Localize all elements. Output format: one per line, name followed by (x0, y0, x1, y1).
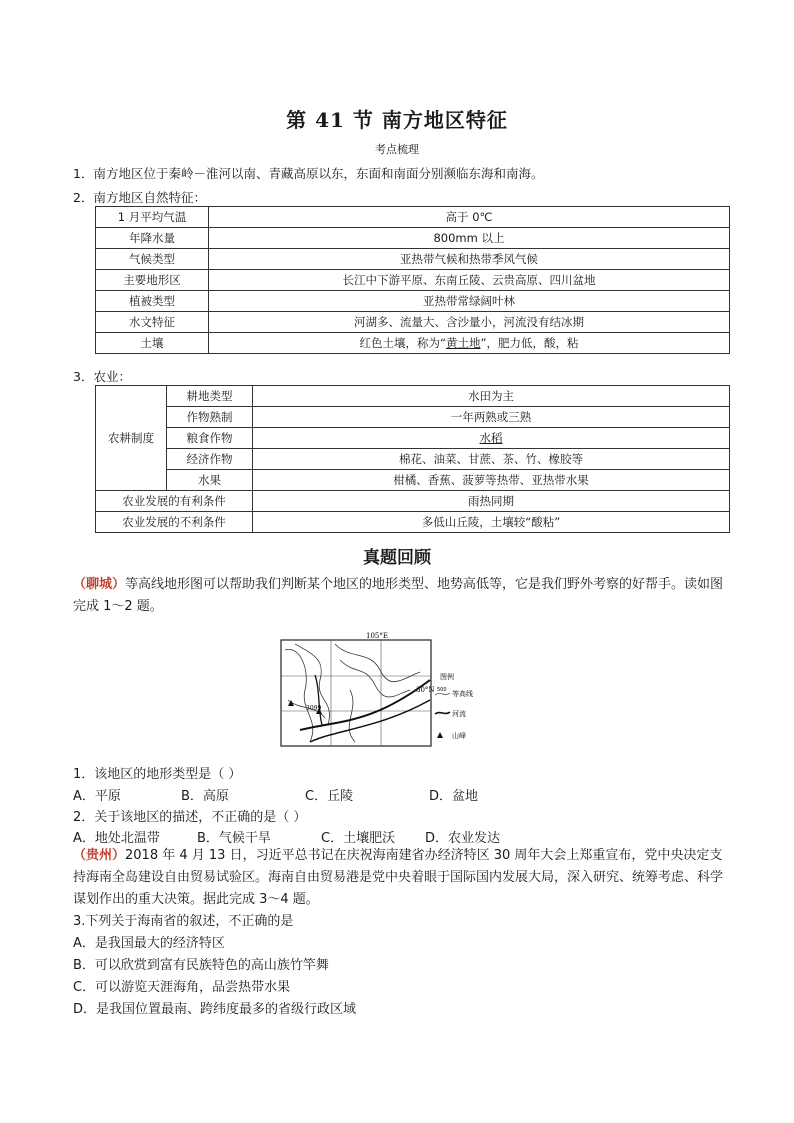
question-3-option-a: A．是我国最大的经济特区 (73, 936, 225, 951)
section-subtitle: 考点梳理 (375, 143, 419, 156)
table-cell-label: 经济作物 (167, 449, 253, 470)
legend-contour-value: 500 (437, 687, 447, 693)
table-row (96, 249, 730, 270)
question-3-option-c: C．可以游览天涯海角，品尝热带水果 (73, 980, 291, 995)
question-3-stem: 3.下列关于海南省的叙述，不正确的是 (73, 914, 294, 929)
passage-2 (73, 845, 733, 911)
table-cell-value: 棉花、油菜、甘蔗、茶、竹、橡胶等 (253, 449, 730, 470)
nature-table (95, 206, 730, 354)
table-cell-value: 柑橘、香蕉、菠萝等热带、亚热带水果 (253, 470, 730, 491)
table-cell-value: 雨热同期 (253, 491, 730, 512)
question-2-options (73, 827, 500, 846)
table-cell-label: 水果 (167, 470, 253, 491)
option-d: D．盆地 (429, 789, 479, 804)
table-row (96, 386, 730, 407)
table-row (96, 428, 730, 449)
option-d: D．农业发达 (425, 831, 501, 846)
table-cell-label: 耕地类型 (167, 386, 253, 407)
table-row (96, 407, 730, 428)
point-2: 2．南方地区自然特征： (73, 190, 206, 205)
table-cell-value: 800mm 以上 (209, 228, 730, 249)
option-a: A．平原 (73, 789, 121, 804)
table-cell-value: 多低山丘陵，土壤较“酸粘” (253, 512, 730, 533)
contour-map (280, 630, 473, 748)
table-row (96, 312, 730, 333)
table-row (96, 270, 730, 291)
option-a: A．地处北温带 (73, 831, 160, 846)
table-cell-value: 水稻 (253, 428, 730, 449)
table-cell-label: 土壤 (96, 333, 209, 354)
table-row (96, 470, 730, 491)
page-title: 第 41 节 南方地区特征 (286, 108, 508, 132)
question-2-stem: 2．关于该地区的描述，不正确的是（ ） (73, 810, 307, 825)
table-cell-value: 河湖多、流量大、含沙量小，河流没有结冰期 (209, 312, 730, 333)
passage-1 (73, 574, 733, 618)
table-cell-label: 气候类型 (96, 249, 209, 270)
table-row (96, 449, 730, 470)
table-cell-label: 年降水量 (96, 228, 209, 249)
option-c: C．丘陵 (305, 789, 354, 804)
option-b: B．气候干旱 (197, 831, 271, 846)
table-row (96, 333, 730, 354)
table-cell-label: 作物熟制 (167, 407, 253, 428)
point-1: 1．南方地区位于秦岭－淮河以南、青藏高原以东，东面和南面分别濒临东海和南海。 (73, 166, 544, 181)
table-cell-value: 亚热带气候和热带季风气候 (209, 249, 730, 270)
peak-icon (437, 732, 443, 738)
legend-contour: 等高线 (452, 690, 473, 698)
table-cell-label: 农业发展的有利条件 (96, 491, 253, 512)
question-3-option-b: B．可以欣赏到富有民族特色的高山族竹竿舞 (73, 958, 329, 973)
question-3-option-d: D．是我国位置最南、跨纬度最多的省级行政区域 (73, 1002, 357, 1017)
table-cell-label: 农业发展的不利条件 (96, 512, 253, 533)
table-cell-label: 水文特征 (96, 312, 209, 333)
table-cell-label: 主要地形区 (96, 270, 209, 291)
table-cell-value: 一年两熟或三熟 (253, 407, 730, 428)
table-row (96, 207, 730, 228)
source-tag: （聊城） (73, 577, 126, 592)
legend-peak: 山峰 (452, 732, 466, 740)
option-b: B．高原 (181, 789, 229, 804)
table-cell-group: 农耕制度 (96, 386, 167, 491)
table-cell-label: 粮食作物 (167, 428, 253, 449)
passage-text: 等高线地形图可以帮助我们判断某个地区的地形类型、地势高低等，它是我们野外考察的好帮手。读如图完成 1～2 题。 (73, 577, 724, 614)
table-row (96, 291, 730, 312)
table-cell-label: 植被类型 (96, 291, 209, 312)
latitude-label: 30°N (416, 686, 435, 694)
section-title: 真题回顾 (363, 548, 431, 568)
passage-text: 2018 年 4 月 13 日，习近平总书记在庆祝海南建省办经济特区 30 周年大会上郑重宣布，党中央决定支持海南全岛建设自由贸易试验区。海南自由贸易港是党中央着眼于国际国内发展大局，深入研究、统筹考虑、科学谋划作出的重大决策。据此完成 3～4 题。 (73, 848, 724, 907)
table-cell-value (209, 333, 730, 354)
table-row (96, 491, 730, 512)
legend-river: 河流 (452, 710, 466, 718)
table-row (96, 228, 730, 249)
question-1-options (73, 785, 478, 804)
table-cell-value: 水田为主 (253, 386, 730, 407)
soil-text-post: ”，肥力低，酸，粘 (480, 336, 579, 350)
soil-text-pre: 红色土壤，称为“ (359, 336, 446, 350)
table-row (96, 512, 730, 533)
table-cell-value: 亚热带常绿阔叶林 (209, 291, 730, 312)
point-3: 3．农业： (73, 369, 131, 384)
legend-title: 图例 (440, 673, 454, 681)
agriculture-table (95, 385, 730, 533)
source-tag: （贵州） (73, 848, 126, 863)
table-cell-label: 1 月平均气温 (96, 207, 209, 228)
longitude-label: 105°E (366, 632, 388, 640)
option-c: C．土壤肥沃 (321, 831, 396, 846)
question-1-stem: 1．该地区的地形类型是（ ） (73, 767, 242, 782)
peak-elevation-label: 3099 (306, 705, 322, 712)
table-cell-value: 高于 0℃ (209, 207, 730, 228)
soil-text-underlined: 黄土地 (446, 336, 481, 350)
table-cell-value: 长江中下游平原、东南丘陵、云贵高原、四川盆地 (209, 270, 730, 291)
